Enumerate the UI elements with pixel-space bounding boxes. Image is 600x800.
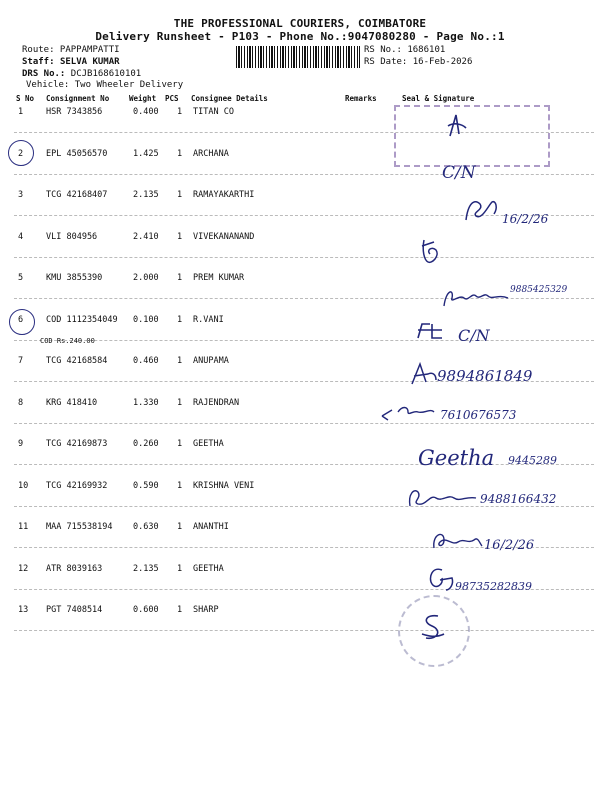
row-consignee: KRISHNA VENI <box>193 481 255 491</box>
row-weight: 1.330 <box>133 398 159 408</box>
row-sno: 12 <box>18 564 29 574</box>
row-sno: 11 <box>18 522 29 532</box>
signature-row-7 <box>408 360 438 386</box>
col-consignment: Consignment No <box>46 94 110 103</box>
row-sno: 1 <box>18 107 24 117</box>
row-consignment-no: HSR 7343856 <box>46 107 103 117</box>
drs-line <box>22 69 141 79</box>
col-pcs: PCS <box>165 94 179 103</box>
row-weight: 0.100 <box>133 315 159 325</box>
row-weight: 0.260 <box>133 439 159 449</box>
row-weight: 0.590 <box>133 481 159 491</box>
row-consignee: VIVEKANANAND <box>193 232 255 242</box>
row-sno: 3 <box>18 190 24 200</box>
row-pcs: 1 <box>177 273 183 283</box>
row-pcs: 1 <box>177 481 183 491</box>
row-pcs: 1 <box>177 315 183 325</box>
handwritten-date-row-11: 16/2/26 <box>484 538 535 553</box>
row-weight: 2.000 <box>133 273 159 283</box>
vehicle-text: Vehicle: Two Wheeler Delivery <box>26 80 184 90</box>
row-weight: 2.135 <box>133 564 159 574</box>
row-consignee: RAMAYAKARTHI <box>193 190 255 200</box>
row-consignment-no: ATR 8039163 <box>46 564 103 574</box>
row-consignment-no: EPL 45056570 <box>46 149 108 159</box>
signature-row-1 <box>444 112 468 138</box>
signature-row-10 <box>404 484 478 510</box>
staff-label: Staff: <box>22 57 55 67</box>
company-title: THE PROFESSIONAL COURIERS, COIMBATORE <box>173 17 427 30</box>
row-sno: 9 <box>18 439 24 449</box>
signature-row-8 <box>378 402 438 422</box>
row-pcs: 1 <box>177 149 183 159</box>
handwritten-phone-row-5: 9885425329 <box>510 285 568 295</box>
row-consignment-no: MAA 715538194 <box>46 522 113 532</box>
row-pcs: 1 <box>177 356 183 366</box>
row-sno: 4 <box>18 232 24 242</box>
rs-date: RS Date: 16-Feb-2026 <box>364 57 473 67</box>
col-seal-signature: Seal & Signature <box>402 94 475 103</box>
row-consignment-no: TCG 42169932 <box>46 481 108 491</box>
handwritten-phone-row-9: 9445289 <box>508 454 557 467</box>
row-consignment-no: KMU 3855390 <box>46 273 103 283</box>
row-consignee: TITAN CO <box>193 107 234 117</box>
col-weight: Weight <box>129 94 157 103</box>
staff-name: SELVA KUMAR <box>59 57 120 67</box>
row-weight: 0.630 <box>133 522 159 532</box>
row-weight: 2.135 <box>133 190 159 200</box>
row-pcs: 1 <box>177 398 183 408</box>
row-consignment-no: KRG 418410 <box>46 398 98 408</box>
signature-row-5 <box>440 284 512 310</box>
row-pcs: 1 <box>177 439 183 449</box>
row-consignment-no: TCG 42168584 <box>46 356 108 366</box>
handwritten-phone-row-8: 7610676573 <box>440 408 517 422</box>
signature-row-3 <box>462 196 502 224</box>
runsheet-title: Delivery Runsheet - P103 - Phone No.:9047080280 - Page No.:1 <box>95 30 505 43</box>
row-weight: 0.400 <box>133 107 159 117</box>
row-divider <box>14 506 594 507</box>
row-sno: 8 <box>18 398 24 408</box>
row-sno: 7 <box>18 356 24 366</box>
row-sno: 6 <box>18 315 24 325</box>
staff-line <box>22 57 120 67</box>
row-weight: 0.460 <box>133 356 159 366</box>
row-consignee: ANANTHI <box>193 522 229 532</box>
row-weight: 1.425 <box>133 149 159 159</box>
signature-row-12 <box>426 564 456 594</box>
row-divider <box>14 174 594 175</box>
row-divider <box>14 340 594 341</box>
drs-label: DRS No.: <box>22 69 66 79</box>
handwritten-name-row-9: Geetha <box>418 446 495 470</box>
row-sno: 10 <box>18 481 29 491</box>
row-consignee: GEETHA <box>193 564 224 574</box>
row-consignment-no: TCG 42168407 <box>46 190 108 200</box>
handwritten-cn-row-2: C/N <box>442 163 476 183</box>
row-pcs: 1 <box>177 107 183 117</box>
row-consignment-no: TCG 42169873 <box>46 439 108 449</box>
row-consignment-no: PGT 7408514 <box>46 605 103 615</box>
row-sno: 13 <box>18 605 29 615</box>
route-text: Route: PAPPAMPATTI <box>22 45 120 55</box>
company-seal-stamp <box>394 105 550 167</box>
struck-signature-row-6 <box>414 320 444 342</box>
ink-circle <box>8 140 34 166</box>
row-consignment-no: COD 1112354049 <box>46 315 118 325</box>
cod-amount-note: COD Rs.240.00 <box>40 337 95 345</box>
row-pcs: 1 <box>177 564 183 574</box>
row-divider <box>14 257 594 258</box>
handwritten-phone-row-10: 9488166432 <box>480 492 557 506</box>
rs-number: RS No.: 1686101 <box>364 45 446 55</box>
drs-number: DCJB168610101 <box>70 69 142 79</box>
row-pcs: 1 <box>177 605 183 615</box>
col-sno: S No <box>16 94 35 103</box>
row-consignee: SHARP <box>193 605 219 615</box>
row-weight: 2.410 <box>133 232 159 242</box>
row-pcs: 1 <box>177 232 183 242</box>
handwritten-date-row-3: 16/2/26 <box>502 212 549 226</box>
row-divider <box>14 423 594 424</box>
handwritten-phone-row-12: 98735282839 <box>455 580 532 593</box>
row-divider <box>14 464 594 465</box>
barcode <box>236 46 360 68</box>
row-consignee: RAJENDRAN <box>193 398 240 408</box>
row-sno: 5 <box>18 273 24 283</box>
row-consignment-no: VLI 804956 <box>46 232 98 242</box>
row-pcs: 1 <box>177 522 183 532</box>
row-sno: 2 <box>18 149 24 159</box>
row-divider <box>14 630 594 631</box>
row-weight: 0.600 <box>133 605 159 615</box>
signature-row-11 <box>428 526 484 554</box>
ink-circle <box>9 309 35 335</box>
signature-row-13 <box>418 612 446 642</box>
row-consignee: PREM KUMAR <box>193 273 245 283</box>
row-pcs: 1 <box>177 190 183 200</box>
row-consignee: ARCHANA <box>193 149 229 159</box>
row-consignee: ANUPAMA <box>193 356 229 366</box>
row-consignee: R.VANI <box>193 315 224 325</box>
col-remarks: Remarks <box>345 94 377 103</box>
row-consignee: GEETHA <box>193 439 224 449</box>
handwritten-phone-row-7: 9894861849 <box>437 367 533 385</box>
handwritten-cn-row-6: C/N <box>458 326 490 345</box>
signature-row-4 <box>418 236 444 266</box>
col-consignee: Consignee Details <box>191 94 268 103</box>
